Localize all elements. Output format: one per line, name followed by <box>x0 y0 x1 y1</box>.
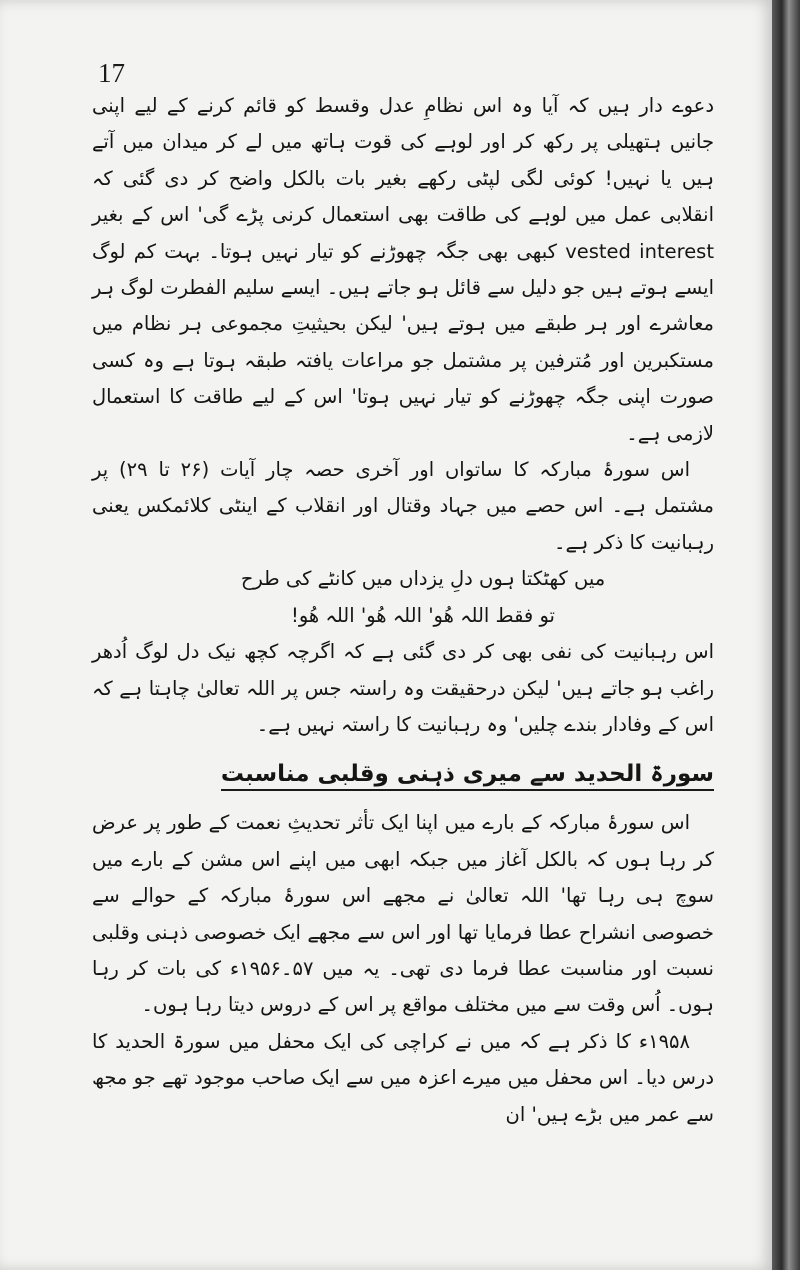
verse-line-2: تو فقط اللہ ھُو' اللہ ھُو' اللہ ھُو! <box>291 603 555 627</box>
verse-line-1: میں کھٹکتا ہوں دلِ یزداں میں کانٹے کی طرح <box>240 567 606 591</box>
page-number: 17 <box>98 58 125 88</box>
paragraph-1: دعوے دار ہیں کہ آیا وہ اس نظامِ عدل وقسط کو قائم کرنے کے لیے اپنی جانیں ہتھیلی پر رکھ کر اور لوہے کی قوت ہاتھ میں لے کر میدان میں آتے ہیں یا نہیں! کوئی لگی لپٹی رکھے بغیر بات بالکل واضح کر دی گئی کہ انقلابی عمل میں لوہے کی طاقت بھی استعمال کرنی پڑے گی' اس کے بغیر vested interest کبھی بھی جگہ چھوڑنے کو تیار نہیں ہوتا۔ بہت کم لوگ ایسے ہوتے ہیں جو دلیل سے قائل ہو جاتے ہیں۔ ایسے سلیم الفطرت لوگ ہر معاشرے اور ہر طبقے میں ہوتے ہیں' لیکن بحیثیتِ مجموعی ہر نظام میں مستکبرین اور مُترفین پر مشتمل جو مراعات یافتہ طبقہ ہوتا ہے وہ کسی صورت اپنی جگہ چھوڑنے کو تیار نہیں ہوتا' اس کے لیے طاقت کا استعمال لازمی ہے۔ <box>92 94 714 445</box>
paragraph-2: اس سورۂ مبارکہ کا ساتواں اور آخری حصہ چار آیات (۲۶ تا ۲۹) پر مشتمل ہے۔ اس حصے میں جہاد وقتال اور انقلاب کے اینٹی کلائمکس یعنی رہبانیت کا ذکر ہے۔ <box>92 458 714 554</box>
section-heading-text: سورۃ الحدید سے میری ذہنی وقلبی مناسبت <box>221 761 714 791</box>
paragraph-3: اس رہبانیت کی نفی بھی کر دی گئی ہے کہ اگرچہ کچھ نیک دل لوگ اُدھر راغب ہو جاتے ہیں' لیکن درحقیقت وہ راستہ جس پر اللہ تعالیٰ چاہتا ہے کہ اس کے وفادار بندے چلیں' وہ رہبانیت کا راستہ نہیں ہے۔ <box>92 640 714 736</box>
book-spine-edge <box>772 0 800 1270</box>
section-heading <box>92 753 714 795</box>
paragraph-4: اس سورۂ مبارکہ کے بارے میں اپنا ایک تأثر تحدیثِ نعمت کے طور پر عرض کر رہا ہوں کہ بالکل آغاز میں جبکہ ابھی میں اپنے اس مشن کے بارے میں سوچ ہی رہا تھا' اللہ تعالیٰ نے مجھے اس سورۂ مبارکہ کے حوالے سے خصوصی انشراح عطا فرمایا تھا اور اس سے مجھے ایک خصوصی ذہنی وقلبی نسبت اور مناسبت عطا فرما دی تھی۔ یہ میں ۵۷۔۱۹۵۶ء کی بات کر رہا ہوں۔ اُس وقت سے میں مختلف مواقع پر اس کے دروس دیتا رہا ہوں۔ <box>92 811 714 1017</box>
page-text-block <box>92 88 714 1133</box>
paragraph-5: ۱۹۵۸ء کا ذکر ہے کہ میں نے کراچی کی ایک محفل میں سورۃ الحدید کا درس دیا۔ اس محفل میں میرے اعزہ میں سے ایک صاحب موجود تھے جو مجھ سے عمر میں بڑے ہیں' ان <box>92 1029 714 1126</box>
